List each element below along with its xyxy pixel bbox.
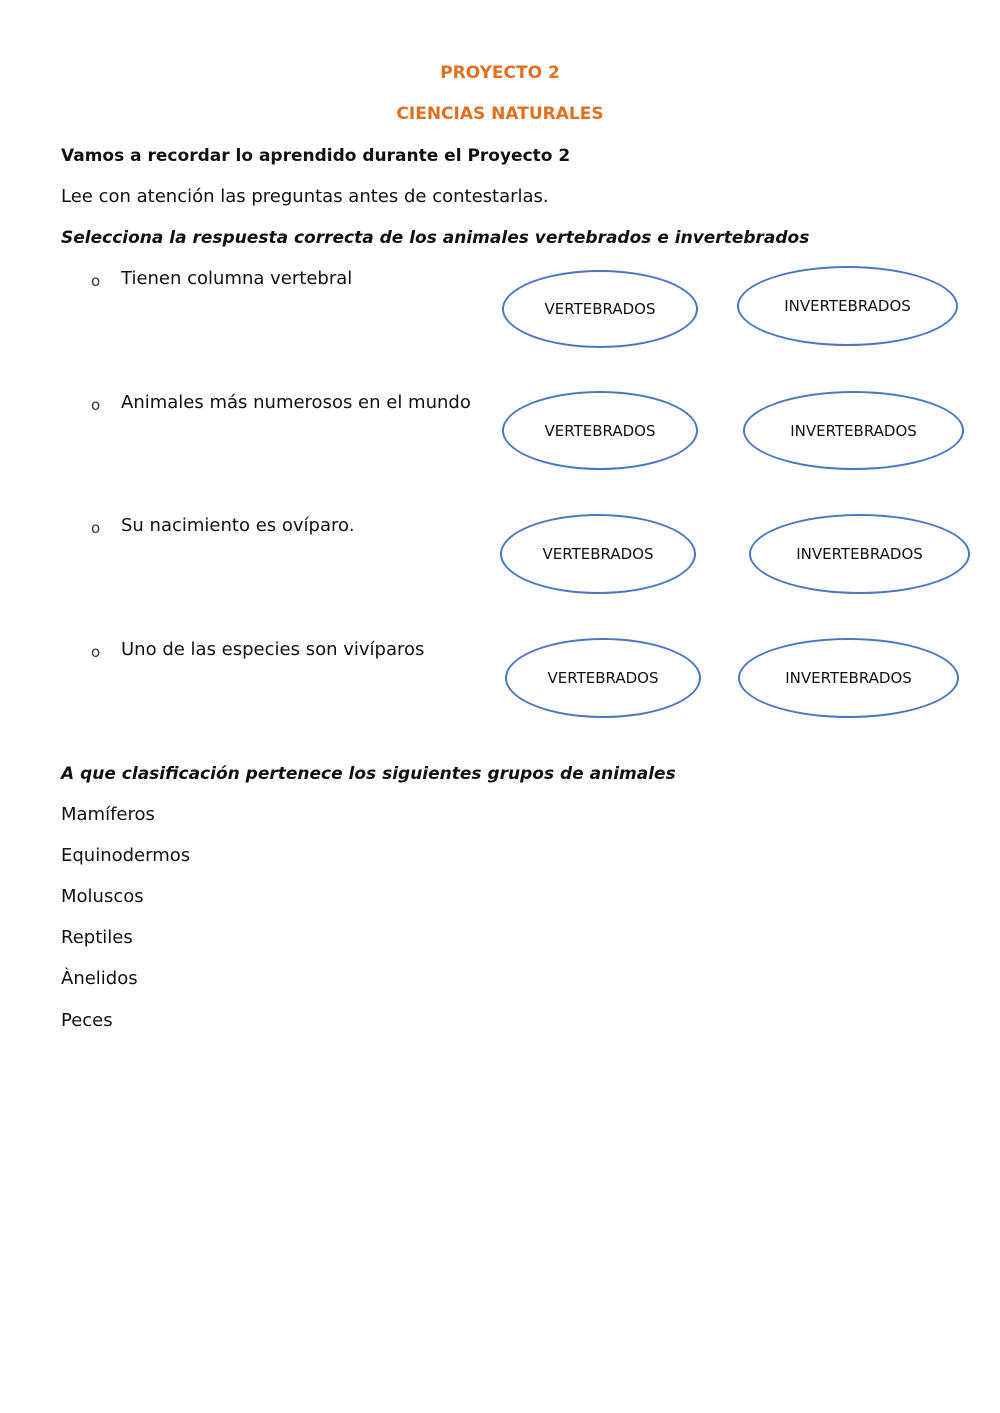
- bullet-marker: o: [91, 272, 101, 290]
- page-subtitle: CIENCIAS NATURALES: [396, 104, 604, 124]
- animal-group-item: Equinodermos: [61, 845, 191, 866]
- bullet-marker: o: [91, 519, 101, 537]
- section1-heading: Selecciona la respuesta correcta de los animales vertebrados e invertebrados: [61, 228, 810, 248]
- intro-instruction: Lee con atención las preguntas antes de contestarlas.: [61, 186, 549, 207]
- question-text: Animales más numerosos en el mundo: [121, 392, 471, 413]
- option-invertebrados-button[interactable]: INVERTEBRADOS: [749, 514, 970, 594]
- option-vertebrados-button[interactable]: VERTEBRADOS: [500, 514, 696, 594]
- section2-heading: A que clasificación pertenece los siguientes grupos de animales: [61, 764, 676, 784]
- question-text: Su nacimiento es ovíparo.: [121, 515, 355, 536]
- animal-group-item: Reptiles: [61, 927, 133, 948]
- animal-group-item: Moluscos: [61, 886, 144, 907]
- animal-group-item: Mamíferos: [61, 804, 155, 825]
- option-vertebrados-button[interactable]: VERTEBRADOS: [505, 638, 701, 718]
- bullet-marker: o: [91, 643, 101, 661]
- question-text: Uno de las especies son vivíparos: [121, 639, 425, 660]
- option-vertebrados-button[interactable]: VERTEBRADOS: [502, 270, 698, 348]
- animal-group-item: Peces: [61, 1010, 113, 1031]
- intro-heading: Vamos a recordar lo aprendido durante el Proyecto 2: [61, 146, 571, 166]
- option-invertebrados-button[interactable]: INVERTEBRADOS: [738, 638, 959, 718]
- page-title: PROYECTO 2: [440, 63, 560, 83]
- animal-group-item: Ànelidos: [61, 968, 138, 989]
- bullet-marker: o: [91, 396, 101, 414]
- option-invertebrados-button[interactable]: INVERTEBRADOS: [743, 391, 964, 470]
- option-vertebrados-button[interactable]: VERTEBRADOS: [502, 391, 698, 470]
- question-text: Tienen columna vertebral: [121, 268, 353, 289]
- option-invertebrados-button[interactable]: INVERTEBRADOS: [737, 266, 958, 346]
